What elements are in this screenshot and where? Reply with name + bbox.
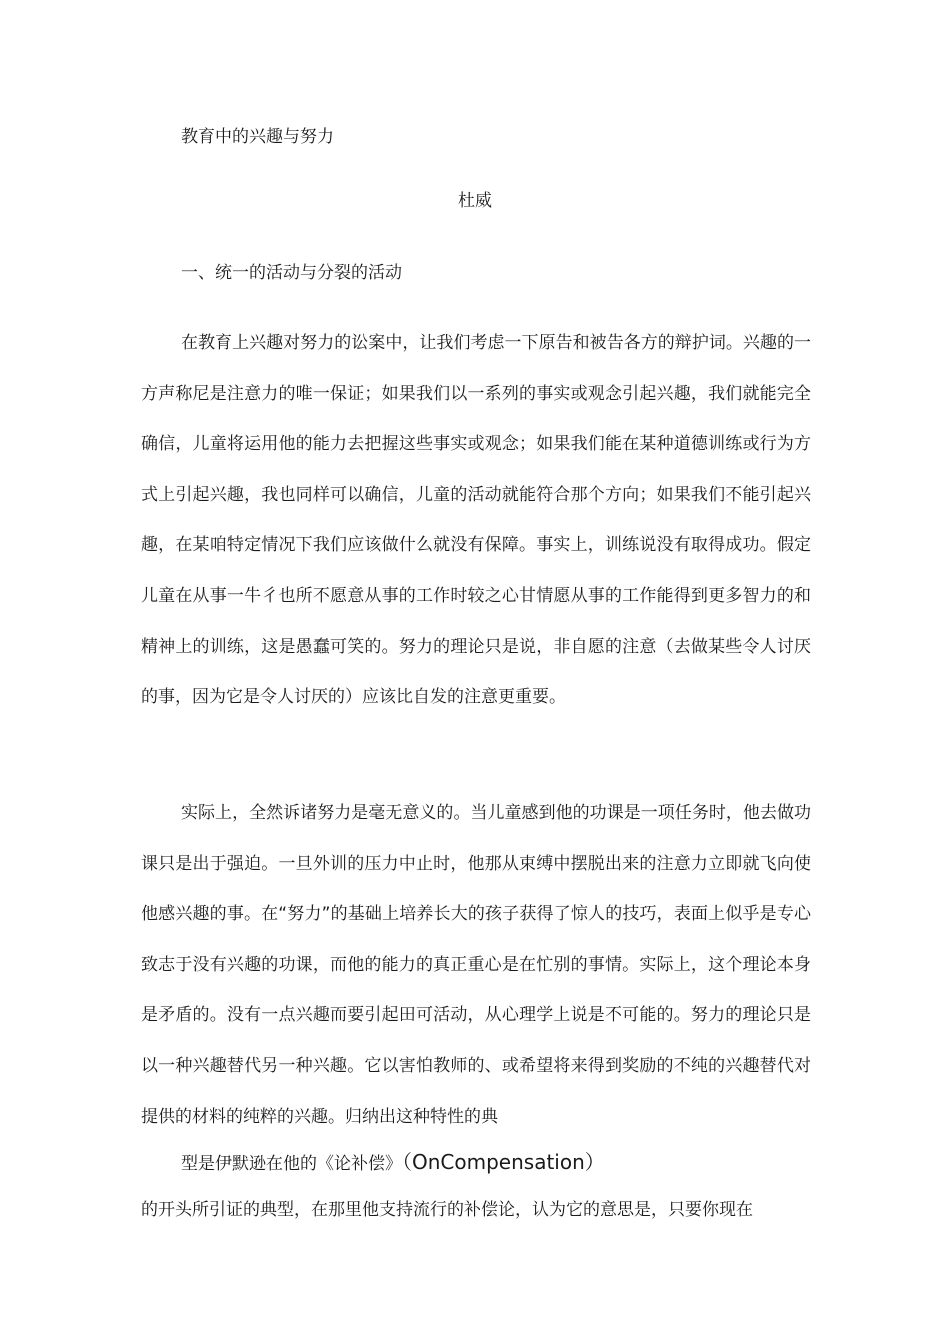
section-heading: 一、统一的活动与分裂的活动 <box>181 263 402 283</box>
paragraph-3-text: 型是伊默逊在他的《论补偿》 <box>181 1154 402 1174</box>
body-paragraph-1: 在教育上兴趣对努力的讼案中，让我们考虑一下原告和被告各方的辩护词。兴趣的一方声称尼是注意力的唯一保证；如果我们以一系列的事实或观念引起兴趣，我们就能完全确信，儿童将运用他的能力去把握这些事实或观念；如果我们能在某种道德训练或行为方式上引起兴趣，我也同样可以确信，儿童的活动就能符合那个方向；如果我们不能引起兴趣，在某咱特定情况下我们应该做什么就没有保障。事实上，训练说没有取得成功。假定儿童在从事一牛彳也所不愿意从事的工作时较之心甘情愿从事的工作能得到更多智力的和精神上的训练，这是愚蠢可笑的。努力的理论只是说，非自愿的注意（去做某些令人讨厌的事，因为它是令人讨厌的）应该比自发的注意更重要。 <box>141 333 811 708</box>
document-title: 教育中的兴趣与努力 <box>181 127 334 147</box>
body-paragraph-2: 实际上，全然诉诸努力是毫无意义的。当儿童感到他的功课是一项任务时，他去做功课只是出于强迫。一旦外训的压力中止时，他那从束缚中摆脱出来的注意力立即就飞向使他感兴趣的事。在“努力”的基础上培养长大的孩子获得了惊人的技巧，表面上似乎是专心致志于没有兴趣的功课，而他的能力的真正重心是在忙别的事情。实际上，这个理论本身是矛盾的。没有一点兴趣而要引起田可活动，从心理学上说是不可能的。努力的理论只是以一种兴趣替代另一种兴趣。它以害怕教师的、或希望将来得到奖励的不纯的兴趣替代对提供的材料的纯粹的兴趣。归纳出这种特性的典 <box>141 803 811 1127</box>
body-paragraph-4: 的开头所引证的典型，在那里他支持流行的补偿论，认为它的意思是，只要你现在 <box>141 1200 753 1220</box>
paragraph-3-latin-title: （OnCompensation） <box>402 1150 605 1174</box>
body-paragraph-3 <box>141 1137 811 1190</box>
document-author: 杜威 <box>458 191 492 211</box>
